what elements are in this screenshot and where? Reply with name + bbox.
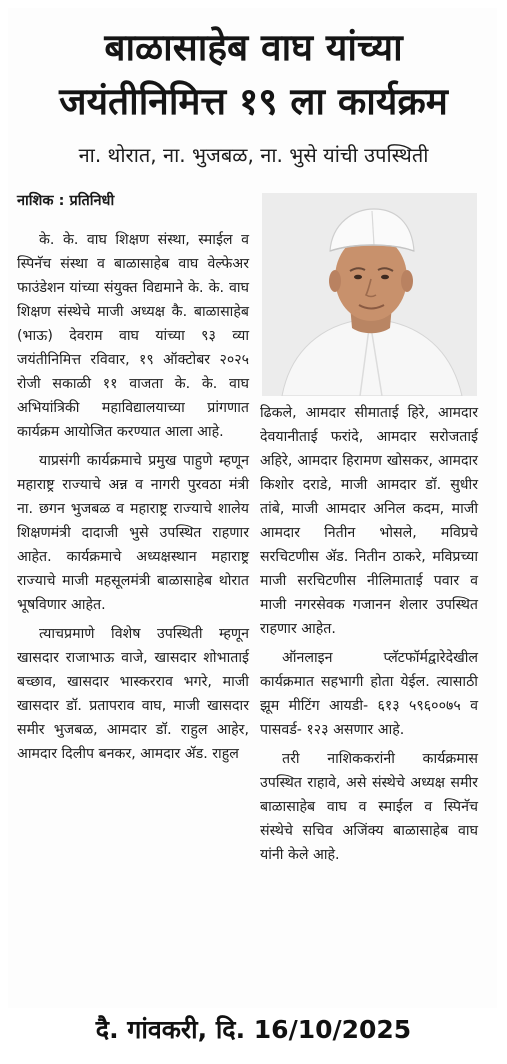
paragraph-3: त्याचप्रमाणे विशेष उपस्थिती म्हणून खासदार राजाभाऊ वाजे, खासदार शोभाताई बच्छाव, खासदार भास्करराव भगरे, माजी खासदार डॉ. प्रतापराव वाघ, माजी खासदार समीर भुजबळ, आमदार डॉ. राहुल आहेर, आमदार दिलीप बनकर, आमदार ॲड. राहुल xyxy=(17,626,249,762)
left-column xyxy=(17,228,249,766)
right-column xyxy=(260,401,478,867)
subheadline: ना. थोरात, ना. भुजबळ, ना. भुसे यांची उपस्थिती xyxy=(78,143,429,167)
headline-line2: जयंतीनिमित्त १९ ला कार्यक्रम xyxy=(59,80,448,123)
portrait-photo xyxy=(262,193,477,396)
paragraph-6: तरी नाशिककरांनी कार्यक्रमास उपस्थित राहावे, असे संस्थेचे अध्यक्ष समीर बाळासाहेब वाघ व स्माईल व स्पिनॅच संस्थेचे सचिव अजिंक्य बाळासाहेब वाघ यांनी केले आहे. xyxy=(260,751,478,863)
source-caption: दै. गांवकरी, दि. 16/10/2025 xyxy=(95,1015,412,1044)
headline-line1: बाळासाहेब वाघ यांच्या xyxy=(104,26,403,69)
paragraph-1: के. के. वाघ शिक्षण संस्था, स्माईल व स्पिनॅच संस्था व बाळासाहेब वाघ वेल्फेअर फाउंडेशन यांच्या संयुक्त विद्यमाने के. के. वाघ शिक्षण संस्थेचे माजी अध्यक्ष कै. बाळासाहेब (भाऊ) देवराम वाघ यांच्या ९३ व्या जयंतीनिमित्त रविवार, १९ ऑक्टोबर २०२५ रोजी सकाळी ११ वाजता के. के. वाघ अभियांत्रिकी महाविद्यालयाच्या प्रांगणात कार्यक्रम आयोजित करण्यात आला आहे. xyxy=(17,232,249,440)
byline: नाशिक : प्रतिनिधी xyxy=(17,193,115,209)
paragraph-4: ढिकले, आमदार सीमाताई हिरे, आमदार देवयानीताई फरांदे, आमदार सरोजताई अहिरे, आमदार हिरामण खोसकर, आमदार किशोर दराडे, माजी आमदार डॉ. सुधीर तांबे, माजी आमदार अनिल कदम, माजी आमदार नितीन भोसले, मविप्रचे सरचिटणीस ॲड. नितीन ठाकरे, मविप्रच्या माजी सरचिटणीस नीलिमाताई पवार व माजी नगरसेवक गजानन शेलार उपस्थित राहणार आहेत. xyxy=(260,405,478,637)
paragraph-2: याप्रसंगी कार्यक्रमाचे प्रमुख पाहुणे म्हणून महाराष्ट्र राज्याचे अन्न व नागरी पुरवठा मंत्री ना. छगन भुजबळ व महाराष्ट्र राज्याचे शालेय शिक्षणमंत्री दादाजी भुसे उपस्थित राहणार आहेत. कार्यक्रमाचे अध्यक्षस्थान महाराष्ट्र राज्याचे माजी महसूलमंत्री बाळासाहेब थोरात भूषविणार आहेत. xyxy=(17,453,249,613)
paragraph-5: ऑनलाइन प्लॅटफॉर्मद्वारेदेखील कार्यक्रमात सहभागी होता येईल. त्यासाठी झूम मीटिंग आयडी- ६१३ ५९६००७५ व पासवर्ड- १२३ असणार आहे. xyxy=(260,650,478,738)
portrait-illustration xyxy=(262,193,477,396)
